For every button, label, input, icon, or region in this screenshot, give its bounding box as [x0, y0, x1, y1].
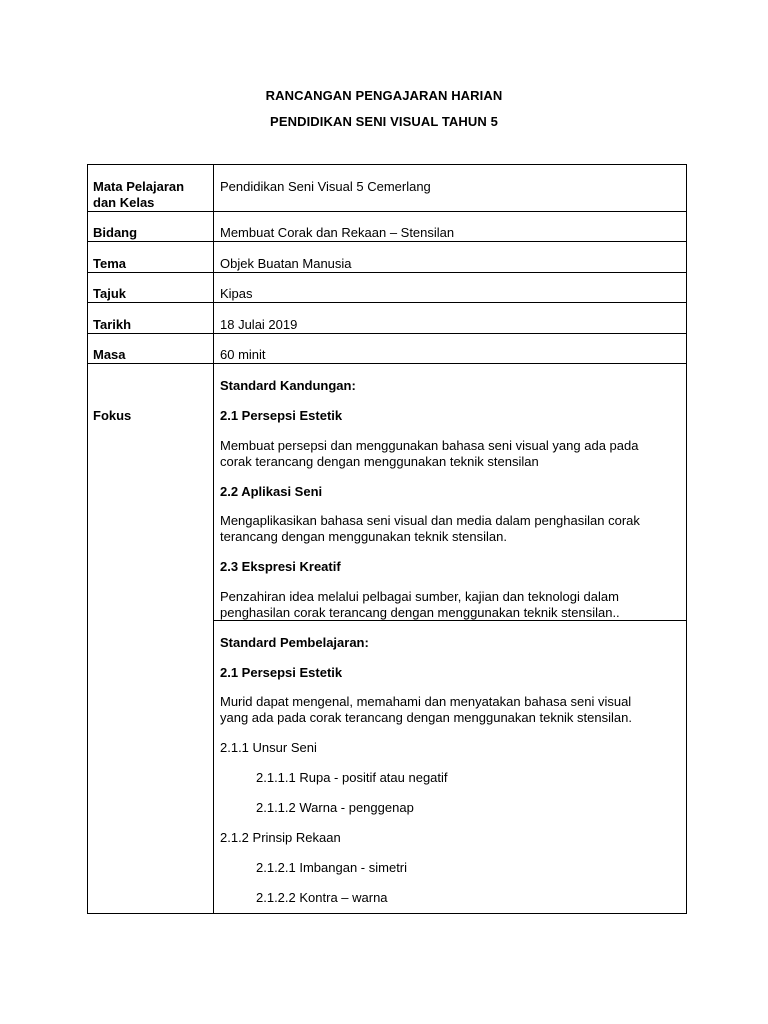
value-time: 60 minit: [220, 347, 266, 362]
row-divider: [88, 363, 686, 364]
content-standard-heading: Standard Kandungan:: [220, 378, 356, 393]
content-s2-line2: terancang dengan menggunakan teknik stensilan.: [220, 529, 507, 544]
row-divider: [88, 211, 686, 212]
learning-s1-heading: 2.1 Persepsi Estetik: [220, 665, 343, 680]
learning-item-2-1-1-1: 2.1.1.1 Rupa - positif atau negatif: [256, 770, 448, 785]
content-s1-line2: corak terancang dengan menggunakan teknik stensilan: [220, 454, 539, 469]
label-topic: Tajuk: [93, 286, 126, 301]
content-s1-heading: 2.1 Persepsi Estetik: [220, 408, 343, 423]
row-divider: [88, 333, 686, 334]
row-divider: [88, 302, 686, 303]
document-title: RANCANGAN PENGAJARAN HARIAN: [265, 88, 503, 103]
value-date: 18 Julai 2019: [220, 317, 298, 332]
learning-item-2-1-2-1: 2.1.2.1 Imbangan - simetri: [256, 860, 408, 875]
value-theme: Objek Buatan Manusia: [220, 256, 352, 271]
content-s1-line1: Membuat persepsi dan menggunakan bahasa seni visual yang ada pada: [220, 438, 639, 453]
label-time: Masa: [93, 347, 126, 362]
learning-item-2-1-1-2: 2.1.1.2 Warna - penggenap: [256, 800, 414, 815]
content-s2-line1: Mengaplikasikan bahasa seni visual dan media dalam penghasilan corak: [220, 513, 640, 528]
row-divider: [88, 272, 686, 273]
value-topic: Kipas: [220, 286, 253, 301]
label-subject-line2: dan Kelas: [93, 195, 155, 210]
label-theme: Tema: [93, 256, 126, 271]
learning-item-2-1-2: 2.1.2 Prinsip Rekaan: [220, 830, 341, 845]
column-divider: [213, 165, 214, 913]
content-s3-line1: Penzahiran idea melalui pelbagai sumber, kajian dan teknologi dalam: [220, 589, 619, 604]
row-divider: [88, 241, 686, 242]
document-subtitle: PENDIDIKAN SENI VISUAL TAHUN 5: [270, 114, 498, 129]
learning-item-2-1-1: 2.1.1 Unsur Seni: [220, 740, 317, 755]
content-s3-heading: 2.3 Ekspresi Kreatif: [220, 559, 341, 574]
value-subject: Pendidikan Seni Visual 5 Cemerlang: [220, 179, 431, 194]
content-s2-heading: 2.2 Aplikasi Seni: [220, 484, 323, 499]
learning-s1-line2: yang ada pada corak terancang dengan menggunakan teknik stensilan.: [220, 710, 632, 725]
content-s3-line2: penghasilan corak terancang dengan menggunakan teknik stensilan..: [220, 605, 620, 620]
value-field: Membuat Corak dan Rekaan – Stensilan: [220, 225, 455, 240]
learning-standard-heading: Standard Pembelajaran:: [220, 635, 369, 650]
learning-item-2-1-2-2: 2.1.2.2 Kontra – warna: [256, 890, 388, 905]
label-subject-line1: Mata Pelajaran: [93, 179, 185, 194]
label-date: Tarikh: [93, 317, 132, 332]
label-focus: Fokus: [93, 408, 132, 423]
label-field: Bidang: [93, 225, 138, 240]
learning-s1-line1: Murid dapat mengenal, memahami dan menyatakan bahasa seni visual: [220, 694, 632, 709]
